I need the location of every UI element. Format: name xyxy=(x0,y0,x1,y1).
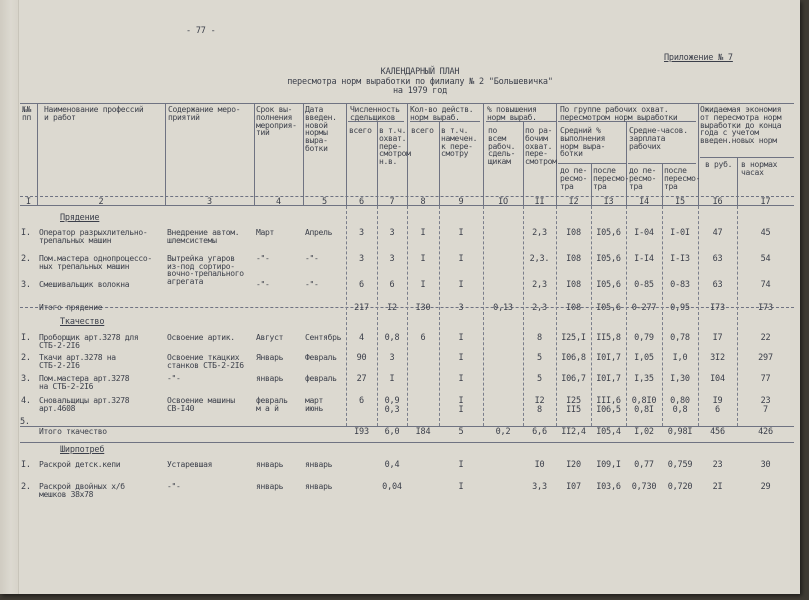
cell-c10: 0,2 xyxy=(495,427,511,437)
cell-c13: I0I,7 xyxy=(596,374,621,384)
cell-n: I. xyxy=(21,333,31,343)
cell-term: февраль м а й xyxy=(256,396,288,413)
cell-c16: 47 xyxy=(712,228,723,238)
cell-c15: I-0I xyxy=(670,228,690,238)
cell-c16: 456 xyxy=(710,427,725,437)
cell-n: 3. xyxy=(21,280,31,290)
cell-n: 3. xyxy=(21,374,31,384)
cell-c17: 77 xyxy=(760,374,771,384)
cell-c14: 0,77 xyxy=(634,460,654,470)
cell-c14: 0,79 xyxy=(634,333,654,343)
cell-c6: 3 xyxy=(359,254,364,264)
cell-act: Вытрейка угаров из-под сортиро- вочно-трепального агрегата xyxy=(167,254,244,286)
cell-c9: I xyxy=(458,228,464,238)
cell-term: январь xyxy=(256,374,284,383)
cell-name: Раскрой двойных х/б мешков 38х78 xyxy=(39,482,125,499)
cell-date: март июнь xyxy=(305,396,324,413)
cell-date: январь xyxy=(305,460,333,469)
cell-date: Апрель xyxy=(305,228,333,237)
doc-subtitle: пересмотра норм выработки по филиалу № 2 "Большевичка" xyxy=(287,77,553,87)
cell-c16: I7 xyxy=(712,333,723,343)
section-weaving: Ткачество xyxy=(60,317,105,327)
cell-c9: I xyxy=(458,254,464,264)
cell-c7: 6,0 xyxy=(384,427,400,437)
cell-c6: 27 xyxy=(356,374,367,384)
cell-n: I. xyxy=(21,460,31,470)
cell-c13: I03,6 xyxy=(596,482,621,492)
cell-c7: 0,9 0,3 xyxy=(384,396,400,415)
cell-c6: I93 xyxy=(354,427,369,437)
cell-c17: 23 7 xyxy=(760,396,771,415)
cell-c9: I xyxy=(458,482,464,492)
cell-term: -"- xyxy=(256,280,270,289)
cell-c9: 5 xyxy=(458,427,464,437)
section-consumer-goods: Ширпотреб xyxy=(60,445,105,455)
cell-c14: I-04 xyxy=(634,228,654,238)
cell-c13: I05,6 xyxy=(596,280,621,290)
cell-c8: I xyxy=(420,228,426,238)
cell-act: Освоение ткацких станков СТБ-2-2I6 xyxy=(167,353,244,370)
cell-name: Проборщик арт.3278 для СТБ-2-2I6 xyxy=(39,333,139,350)
header-measures: Содержание меро- приятий xyxy=(168,105,241,122)
cell-c11: 5 xyxy=(537,353,542,363)
document-page: - 77 - Приложение № 7 КАЛЕНДАРНЫЙ ПЛАН пересмотра норм выработки по филиалу № 2 "Большевичка" на 1979 год №№ пп Наименование профессий и работ Содержание меро- приятий Срок вы- полнения мероприя- тий Дата введен. новой нормы выра- ботки Численность сдельщиков всего в т.ч. охват. пере- смотром н.в. Кол-во действ. норм выраб. всего в т.ч. намечен. к пере- смотру % повышения норм выраб. по всем рабоч. сдель- щикам по ра- бочим охват. пере- смотром По группе рабочих охват. пересмотром норм выработки Средний % выполнения норм выра- ботки до пе- ресмо- тра после пересмо- тра Средне-часов. зарплата рабочих до пе- ресмо- тра после пересмо- тра Ожидаемая экономия от пересмотра норм выработки до конца года с учетом введен.новых норм в руб. в нормах часах I 2 3 4 5 6 7 8 9 IO II I2 I3 I4 I5 I6 I7 Прядение Ткачество Ширпотреб 5. I. Оператор разрыхлительно- трепальных машин Внедрение автом. шлемсистемы Март Апрель 3 3 I I 2,3 I08 I05,6 I-04 I-0I 47 45 2. Пом.мастера однопроцессо- ных трепальных машин Вытрейка угаров из-под сортиро- вочно-трепального агрегата -"- -"- 3 3 I I 2,3. I08 I05,6 I-I4 I-I3 63 54 3. Смешивальщик волокна -"- -"- 6 6 I I 2,3 I08 I05,6 0-85 0-83 63 74 Итого прядение 217 I2 I30 3 0,13 2,3 I08 I05,6 0-277 0,95 I73 I73 I. Проборщик арт.3278 для СТБ-2-2I6 Освоение артик. Август Сентябрь 4 0,8 6 I 8 I25,I II5,8 0,79 0,78 I7 22 2. Ткачи арт.3278 на СТБ-2-2I6 Освоение ткацких станков СТБ-2-2I6 Январь Февраль 90 3 I 5 I06,8 I0I,7 I,05 I,0 3I2 297 3. Пом.мастера арт.3278 на СТБ-2-2I6 -"- январь февраль 27 I I 5 I06,7 I0I,7 I,35 I,30 I04 77 4. Сновальщицы арт.3278 арт.4608 Освоение машины СВ-I40 февраль м а й март июнь 6 0,9 0,3 I I I2 8 I25 II5 III,6 I06,5 0,8I0 0,8I 0,80 0,8 I9 6 23 7 Итого ткачество I93 6,0 I84 5 0,2 6,6 II2,4 I05,4 I,02 0,98I 456 426 I. Раскрой детск.кепи Устаревшая январь январь 0,4 I I0 I20 I09,I 0,77 0,759 23 30 2. Раскрой двойных х/б мешков 38х78 -"- январь январь 0,04 I 3,3 I07 I03,6 0,730 0,720 2I 29 xyxy=(0,0,800,594)
cell-c15: 0,720 xyxy=(667,482,693,492)
cell-c13: I05,6 xyxy=(596,254,621,264)
cell-act: -"- xyxy=(167,374,181,383)
cell-date: -"- xyxy=(305,254,319,263)
cell-c17: 54 xyxy=(760,254,771,264)
cell-n: I. xyxy=(21,228,31,238)
header-num: №№ пп xyxy=(22,105,32,122)
cell-term: Март xyxy=(256,228,275,237)
cell-act: Устаревшая xyxy=(167,460,213,469)
cell-c16: I04 xyxy=(710,374,725,384)
cell-c8: I30 xyxy=(415,303,431,313)
cell-c12: I25 II5 xyxy=(566,396,581,415)
cell-c12: I08 xyxy=(566,303,581,313)
cell-c11: 2,3 xyxy=(532,228,547,238)
cell-c15: 0,759 xyxy=(667,460,693,470)
cell-c7: 0,8 xyxy=(384,333,400,343)
cell-c6: 3 xyxy=(359,228,364,238)
cell-c6: 217 xyxy=(354,303,369,313)
cell-c15: 0,95 xyxy=(670,303,690,313)
cell-c12: I06,8 xyxy=(561,353,586,363)
cell-c11: 8 xyxy=(537,333,542,343)
cell-c17: 74 xyxy=(760,280,771,290)
cell-c8: 6 xyxy=(420,333,426,343)
page-number: - 77 - xyxy=(186,26,216,36)
header-savings: Ожидаемая экономия от пересмотра норм выработки до конца года с учетом введен.новых норм xyxy=(700,105,782,146)
cell-c14: 0-85 xyxy=(634,280,654,290)
section-spinning: Прядение xyxy=(60,213,100,223)
cell-c16: I9 6 xyxy=(712,396,723,415)
cell-act: -"- xyxy=(167,482,181,491)
cell-c13: III,6 I06,5 xyxy=(596,396,621,415)
cell-c11: 6,6 xyxy=(532,427,547,437)
cell-c14: 0-277 xyxy=(631,303,657,313)
cell-c12: I20 xyxy=(566,460,581,470)
cell-c11: 3,3 xyxy=(532,482,547,492)
doc-year: на 1979 год xyxy=(392,86,448,96)
cell-c12: I08 xyxy=(566,280,581,290)
cell-c6: 4 xyxy=(359,333,364,343)
cell-c9: I xyxy=(458,353,464,363)
cell-c17: 426 xyxy=(758,427,773,437)
row-number-5: 5. xyxy=(20,417,30,427)
doc-title: КАЛЕНДАРНЫЙ ПЛАН xyxy=(380,67,460,77)
cell-c12: I07 xyxy=(566,482,581,492)
cell-c11: 2,3. xyxy=(529,254,550,264)
cell-term: Январь xyxy=(256,353,284,362)
cell-c12: II2,4 xyxy=(561,427,586,437)
cell-name: Итого ткачество xyxy=(39,427,107,436)
cell-date: Февраль xyxy=(305,353,337,362)
cell-c11: 5 xyxy=(537,374,542,384)
cell-name: Пом.мастера однопроцессо- ных трепальных машин xyxy=(39,254,152,271)
cell-c13: I05,6 xyxy=(596,228,621,238)
cell-term: январь xyxy=(256,482,284,491)
cell-c8: I xyxy=(420,254,426,264)
cell-c9: 3 xyxy=(458,303,464,313)
cell-c10: 0,13 xyxy=(493,303,513,313)
cell-c11: 2,3 xyxy=(532,280,547,290)
cell-c7: I2 xyxy=(387,303,397,313)
cell-n: 2. xyxy=(21,353,31,363)
cell-c14: 0,8I0 0,8I xyxy=(631,396,657,415)
cell-c9: I xyxy=(458,460,464,470)
cell-c6: 6 xyxy=(359,396,364,406)
binding-edge xyxy=(0,0,19,594)
cell-c13: I09,I xyxy=(596,460,621,470)
cell-c15: 0,80 0,8 xyxy=(670,396,690,415)
cell-term: Август xyxy=(256,333,284,342)
cell-c7: 0,04 xyxy=(382,482,402,492)
cell-c17: 297 xyxy=(758,353,773,363)
cell-c6: 90 xyxy=(356,353,367,363)
cell-c12: I08 xyxy=(566,228,581,238)
cell-c17: 22 xyxy=(760,333,771,343)
header-date: Дата введен. новой нормы выра- ботки xyxy=(305,105,337,153)
cell-c15: I,30 xyxy=(670,374,690,384)
cell-c17: 30 xyxy=(760,460,771,470)
cell-c9: I xyxy=(458,333,464,343)
cell-c14: 0,730 xyxy=(631,482,657,492)
header-group: По группе рабочих охват. пересмотром норм выработки xyxy=(560,105,678,122)
cell-name: Сновальщицы арт.3278 арт.4608 xyxy=(39,396,130,413)
cell-c15: 0,98I xyxy=(667,427,693,437)
cell-act: Внедрение автом. шлемсистемы xyxy=(167,228,240,245)
cell-c9: I I xyxy=(458,396,464,415)
cell-c9: I xyxy=(458,280,464,290)
cell-c14: I,35 xyxy=(634,374,654,384)
cell-date: Сентябрь xyxy=(305,333,342,342)
cell-c6: 6 xyxy=(359,280,364,290)
cell-c14: I,02 xyxy=(634,427,654,437)
cell-c8: I84 xyxy=(415,427,431,437)
cell-term: -"- xyxy=(256,254,270,263)
cell-name: Раскрой детск.кепи xyxy=(39,460,121,469)
cell-n: 4. xyxy=(21,396,31,406)
cell-c11: 2,3 xyxy=(532,303,547,313)
cell-c17: I73 xyxy=(758,303,773,313)
cell-c14: I-I4 xyxy=(634,254,654,264)
cell-term: январь xyxy=(256,460,284,469)
cell-c12: I25,I xyxy=(561,333,586,343)
header-norms-count: Кол-во действ. норм выраб. xyxy=(410,105,474,122)
cell-c16: 23 xyxy=(712,460,723,470)
cell-date: -"- xyxy=(305,280,319,289)
cell-c16: I73 xyxy=(710,303,725,313)
cell-c7: 6 xyxy=(389,280,395,290)
cell-name: Ткачи арт.3278 на СТБ-2-2I6 xyxy=(39,353,116,370)
cell-c16: 3I2 xyxy=(710,353,725,363)
cell-c13: I05,6 xyxy=(596,303,621,313)
cell-c7: 3 xyxy=(389,254,395,264)
header-increase: % повышения норм выраб. xyxy=(487,105,537,122)
cell-c12: I06,7 xyxy=(561,374,586,384)
cell-c16: 2I xyxy=(712,482,723,492)
cell-c15: I,0 xyxy=(672,353,688,363)
cell-date: февраль xyxy=(305,374,337,383)
cell-c14: I,05 xyxy=(634,353,654,363)
cell-c9: I xyxy=(458,374,464,384)
cell-c7: 0,4 xyxy=(384,460,400,470)
cell-c13: I0I,7 xyxy=(596,353,621,363)
cell-name: Оператор разрыхлительно- трепальных машин xyxy=(39,228,148,245)
cell-c15: 0-83 xyxy=(670,280,690,290)
cell-c17: 45 xyxy=(760,228,771,238)
cell-date: январь xyxy=(305,482,333,491)
cell-act: Освоение артик. xyxy=(167,333,235,342)
cell-c16: 63 xyxy=(712,254,723,264)
cell-c7: I xyxy=(389,374,395,384)
cell-name: Пом.мастера арт.3278 на СТБ-2-2I6 xyxy=(39,374,130,391)
cell-c15: I-I3 xyxy=(670,254,690,264)
header-workers: Численность сдельщиков xyxy=(350,105,400,122)
cell-c15: 0,78 xyxy=(670,333,690,343)
cell-c12: I08 xyxy=(566,254,581,264)
cell-c11: I0 xyxy=(534,460,545,470)
header-term: Срок вы- полнения мероприя- тий xyxy=(256,105,297,138)
cell-n: 2. xyxy=(21,254,31,264)
cell-c13: II5,8 xyxy=(596,333,621,343)
appendix-label: Приложение № 7 xyxy=(664,53,733,63)
cell-c16: 63 xyxy=(712,280,723,290)
header-profession: Наименование профессий и работ xyxy=(44,105,144,122)
cell-c13: I05,4 xyxy=(596,427,621,437)
cell-name: Итого прядение xyxy=(39,303,103,312)
cell-c11: I2 8 xyxy=(534,396,545,415)
cell-c7: 3 xyxy=(389,353,395,363)
cell-c8: I xyxy=(420,280,426,290)
cell-c17: 29 xyxy=(760,482,771,492)
cell-c7: 3 xyxy=(389,228,395,238)
cell-n: 2. xyxy=(21,482,31,492)
cell-act: Освоение машины СВ-I40 xyxy=(167,396,235,413)
cell-name: Смешивальщик волокна xyxy=(39,280,130,289)
